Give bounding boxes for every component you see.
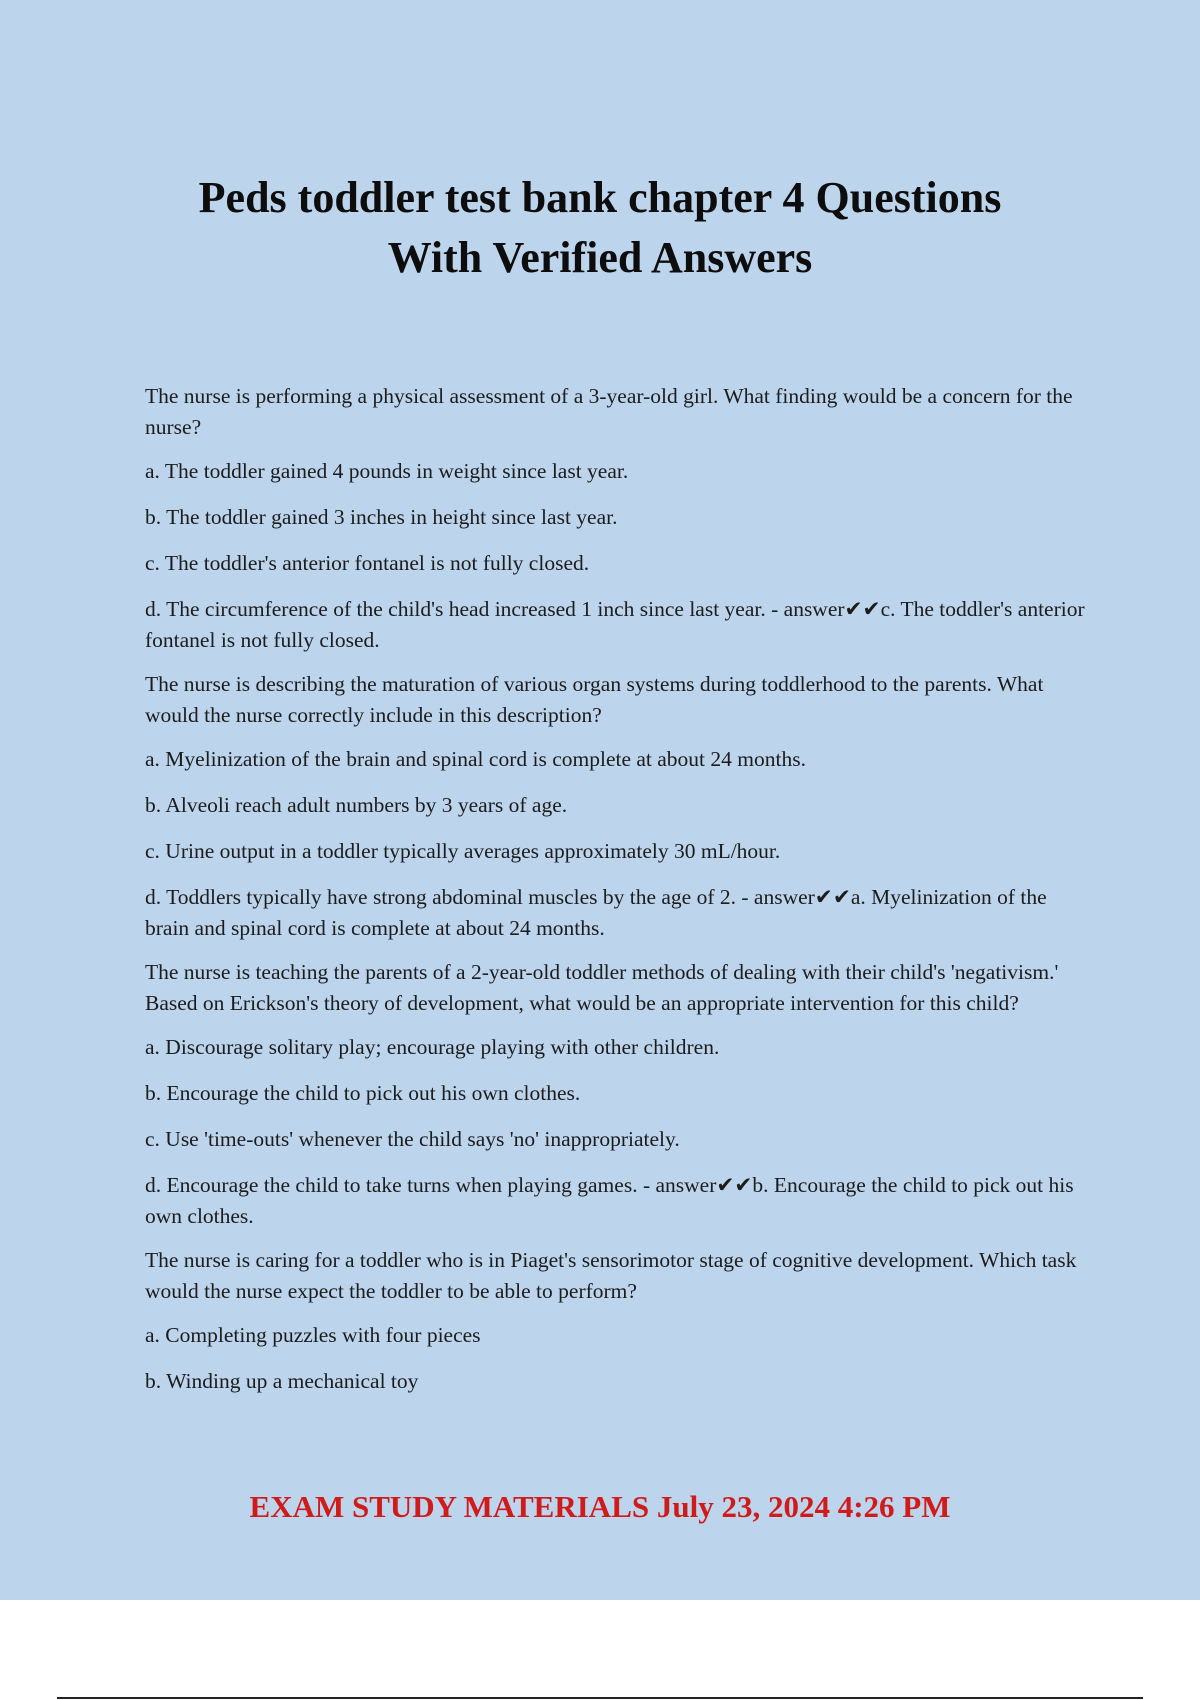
- document-title: [100, 168, 1100, 288]
- question-1-option-b: b. The toddler gained 3 inches in height since last year.: [145, 505, 618, 529]
- question-3-option-c: c. Use 'time-outs' whenever the child says 'no' inappropriately.: [145, 1127, 680, 1151]
- question-4-option-b: b. Winding up a mechanical toy: [145, 1369, 419, 1393]
- question-3-option-a: a. Discourage solitary play; encourage playing with other children.: [145, 1035, 720, 1059]
- question-2-option-b: b. Alveoli reach adult numbers by 3 years of age.: [145, 793, 568, 817]
- page-bottom-divider: [57, 1697, 1143, 1699]
- question-4-option-a: a. Completing puzzles with four pieces: [145, 1323, 481, 1347]
- question-2-stem: The nurse is describing the maturation of various organ systems during toddlerhood to the parents. What would the nurse correctly include in this description?: [145, 672, 1044, 727]
- question-1-option-d-answer: d. The circumference of the child's head increased 1 inch since last year. - answer✔✔c. The toddler's anterior fontanel is not fully closed.: [145, 597, 1085, 652]
- question-2-option-d-answer: d. Toddlers typically have strong abdominal muscles by the age of 2. - answer✔✔a. Myelinization of the brain and spinal cord is complete at about 24 months.: [145, 885, 1047, 940]
- exam-materials-stamp: EXAM STUDY MATERIALS July 23, 2024 4:26 PM: [249, 1489, 951, 1524]
- title-line-1: Peds toddler test bank chapter 4 Questions: [198, 173, 1002, 222]
- question-3-option-b: b. Encourage the child to pick out his own clothes.: [145, 1081, 581, 1105]
- question-4-stem: The nurse is caring for a toddler who is in Piaget's sensorimotor stage of cognitive development. Which task would the nurse expect the toddler to be able to perform?: [145, 1248, 1077, 1303]
- question-1-option-a: a. The toddler gained 4 pounds in weight since last year.: [145, 459, 629, 483]
- question-1-stem: The nurse is performing a physical assessment of a 3-year-old girl. What finding would be a concern for the nurse?: [145, 384, 1073, 439]
- question-1-option-c: c. The toddler's anterior fontanel is not fully closed.: [145, 551, 590, 575]
- question-2-option-c: c. Urine output in a toddler typically averages approximately 30 mL/hour.: [145, 839, 781, 863]
- question-2-option-a: a. Myelinization of the brain and spinal cord is complete at about 24 months.: [145, 747, 806, 771]
- title-line-2: With Verified Answers: [387, 233, 813, 282]
- question-3-option-d-answer: d. Encourage the child to take turns when playing games. - answer✔✔b. Encourage the child to pick out his own clothes.: [145, 1173, 1074, 1228]
- document-body: [145, 381, 1085, 1412]
- question-3-stem: The nurse is teaching the parents of a 2-year-old toddler methods of dealing with their child's 'negativism.' Based on Erickson's theory of development, what would be an appropriate intervention for this child?: [145, 960, 1059, 1015]
